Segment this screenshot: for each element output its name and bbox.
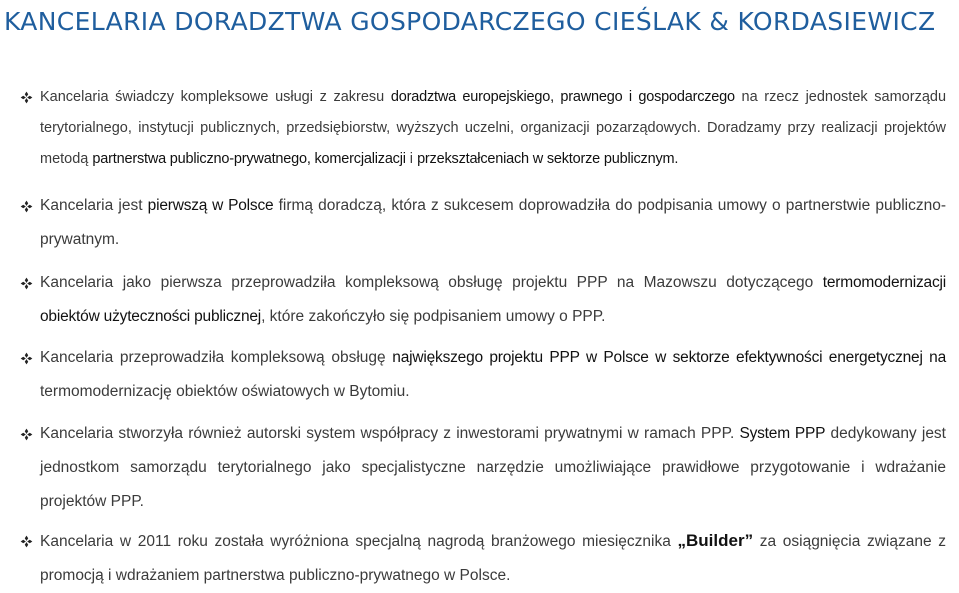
page-title: KANCELARIA DORADZTWA GOSPODARCZEGO CIEŚLAK & KORDASIEWICZ [4,7,936,36]
emphasis-segment: partnerstwa publiczno-prywatnego, komercjalizacji [92,151,406,167]
bullet-item [40,266,946,334]
text-segment: termomodernizację obiektów oświatowych w Bytomiu. [40,383,410,400]
emphasis-segment: doradztwa europejskiego, prawnego i gospodarczego [390,89,735,105]
emphasis-segment: . [674,151,679,167]
bullet-item [40,189,946,257]
text-segment: za osiągnięcia związane z promocją i wdrażaniem partnerstwa publiczno-prywatnego w Polsce. [40,533,946,584]
diamond-bullet-icon [20,352,33,365]
bullet-item [40,524,946,593]
text-segment: Kancelaria jako pierwsza przeprowadziła kompleksową obsługę projektu PPP na Mazowszu dotyczącego [40,274,823,291]
text-segment: Kancelaria stworzyła również autorski system współpracy z inwestorami prywatnymi w ramach PPP. [40,425,740,442]
text-segment: Kancelaria w 2011 roku została wyróżniona specjalną nagrodą branżowego miesięcznika [40,533,678,550]
text-segment: i [405,151,418,167]
diamond-bullet-icon [20,91,33,104]
text-segment: Kancelaria przeprowadziła kompleksową obsługę [40,349,393,366]
diamond-bullet-icon [20,200,33,213]
text-segment: firmą doradczą, która z sukcesem doprowadziła do podpisania umowy o partnerstwie publiczno-prywatnym. [40,197,946,248]
emphasis-segment: pierwszą w Polsce [147,197,274,214]
diamond-bullet-icon [20,428,33,441]
bullet-item [40,82,946,175]
text-segment: Kancelaria jest [40,197,148,214]
text-segment: Kancelaria świadczy kompleksowe usługi z zakresu [40,89,391,105]
text-segment: dedykowany jest jednostkom samorządu terytorialnego jako specjalistyczne narzędzie umożliwiające prawidłowe przygotowanie i wdrażanie projektów PPP. [40,425,946,510]
diamond-bullet-icon [20,277,33,290]
emphasis-segment: System PPP [739,425,826,442]
bullet-item [40,417,946,519]
diamond-bullet-icon [20,535,33,548]
emphasis-segment: największego projektu PPP w Polsce w sektorze efektywności energetycznej na [392,349,946,366]
emphasis-segment: przekształceniach w sektorze publicznym [417,151,675,167]
emphasis-segment: termomodernizacji obiektów użyteczności publicznej [40,274,946,325]
text-segment: , które zakończyło się podpisaniem umowy o PPP. [261,308,606,325]
bullet-item [40,341,946,409]
text-segment: na rzecz jednostek samorządu terytorialnego, instytucji publicznych, przedsiębiorstw, wyższych uczelni, organizacji pozarządowych. Doradzamy przy realizacji projektów metodą [40,89,947,167]
emphasis-segment: „Builder” [677,531,754,550]
